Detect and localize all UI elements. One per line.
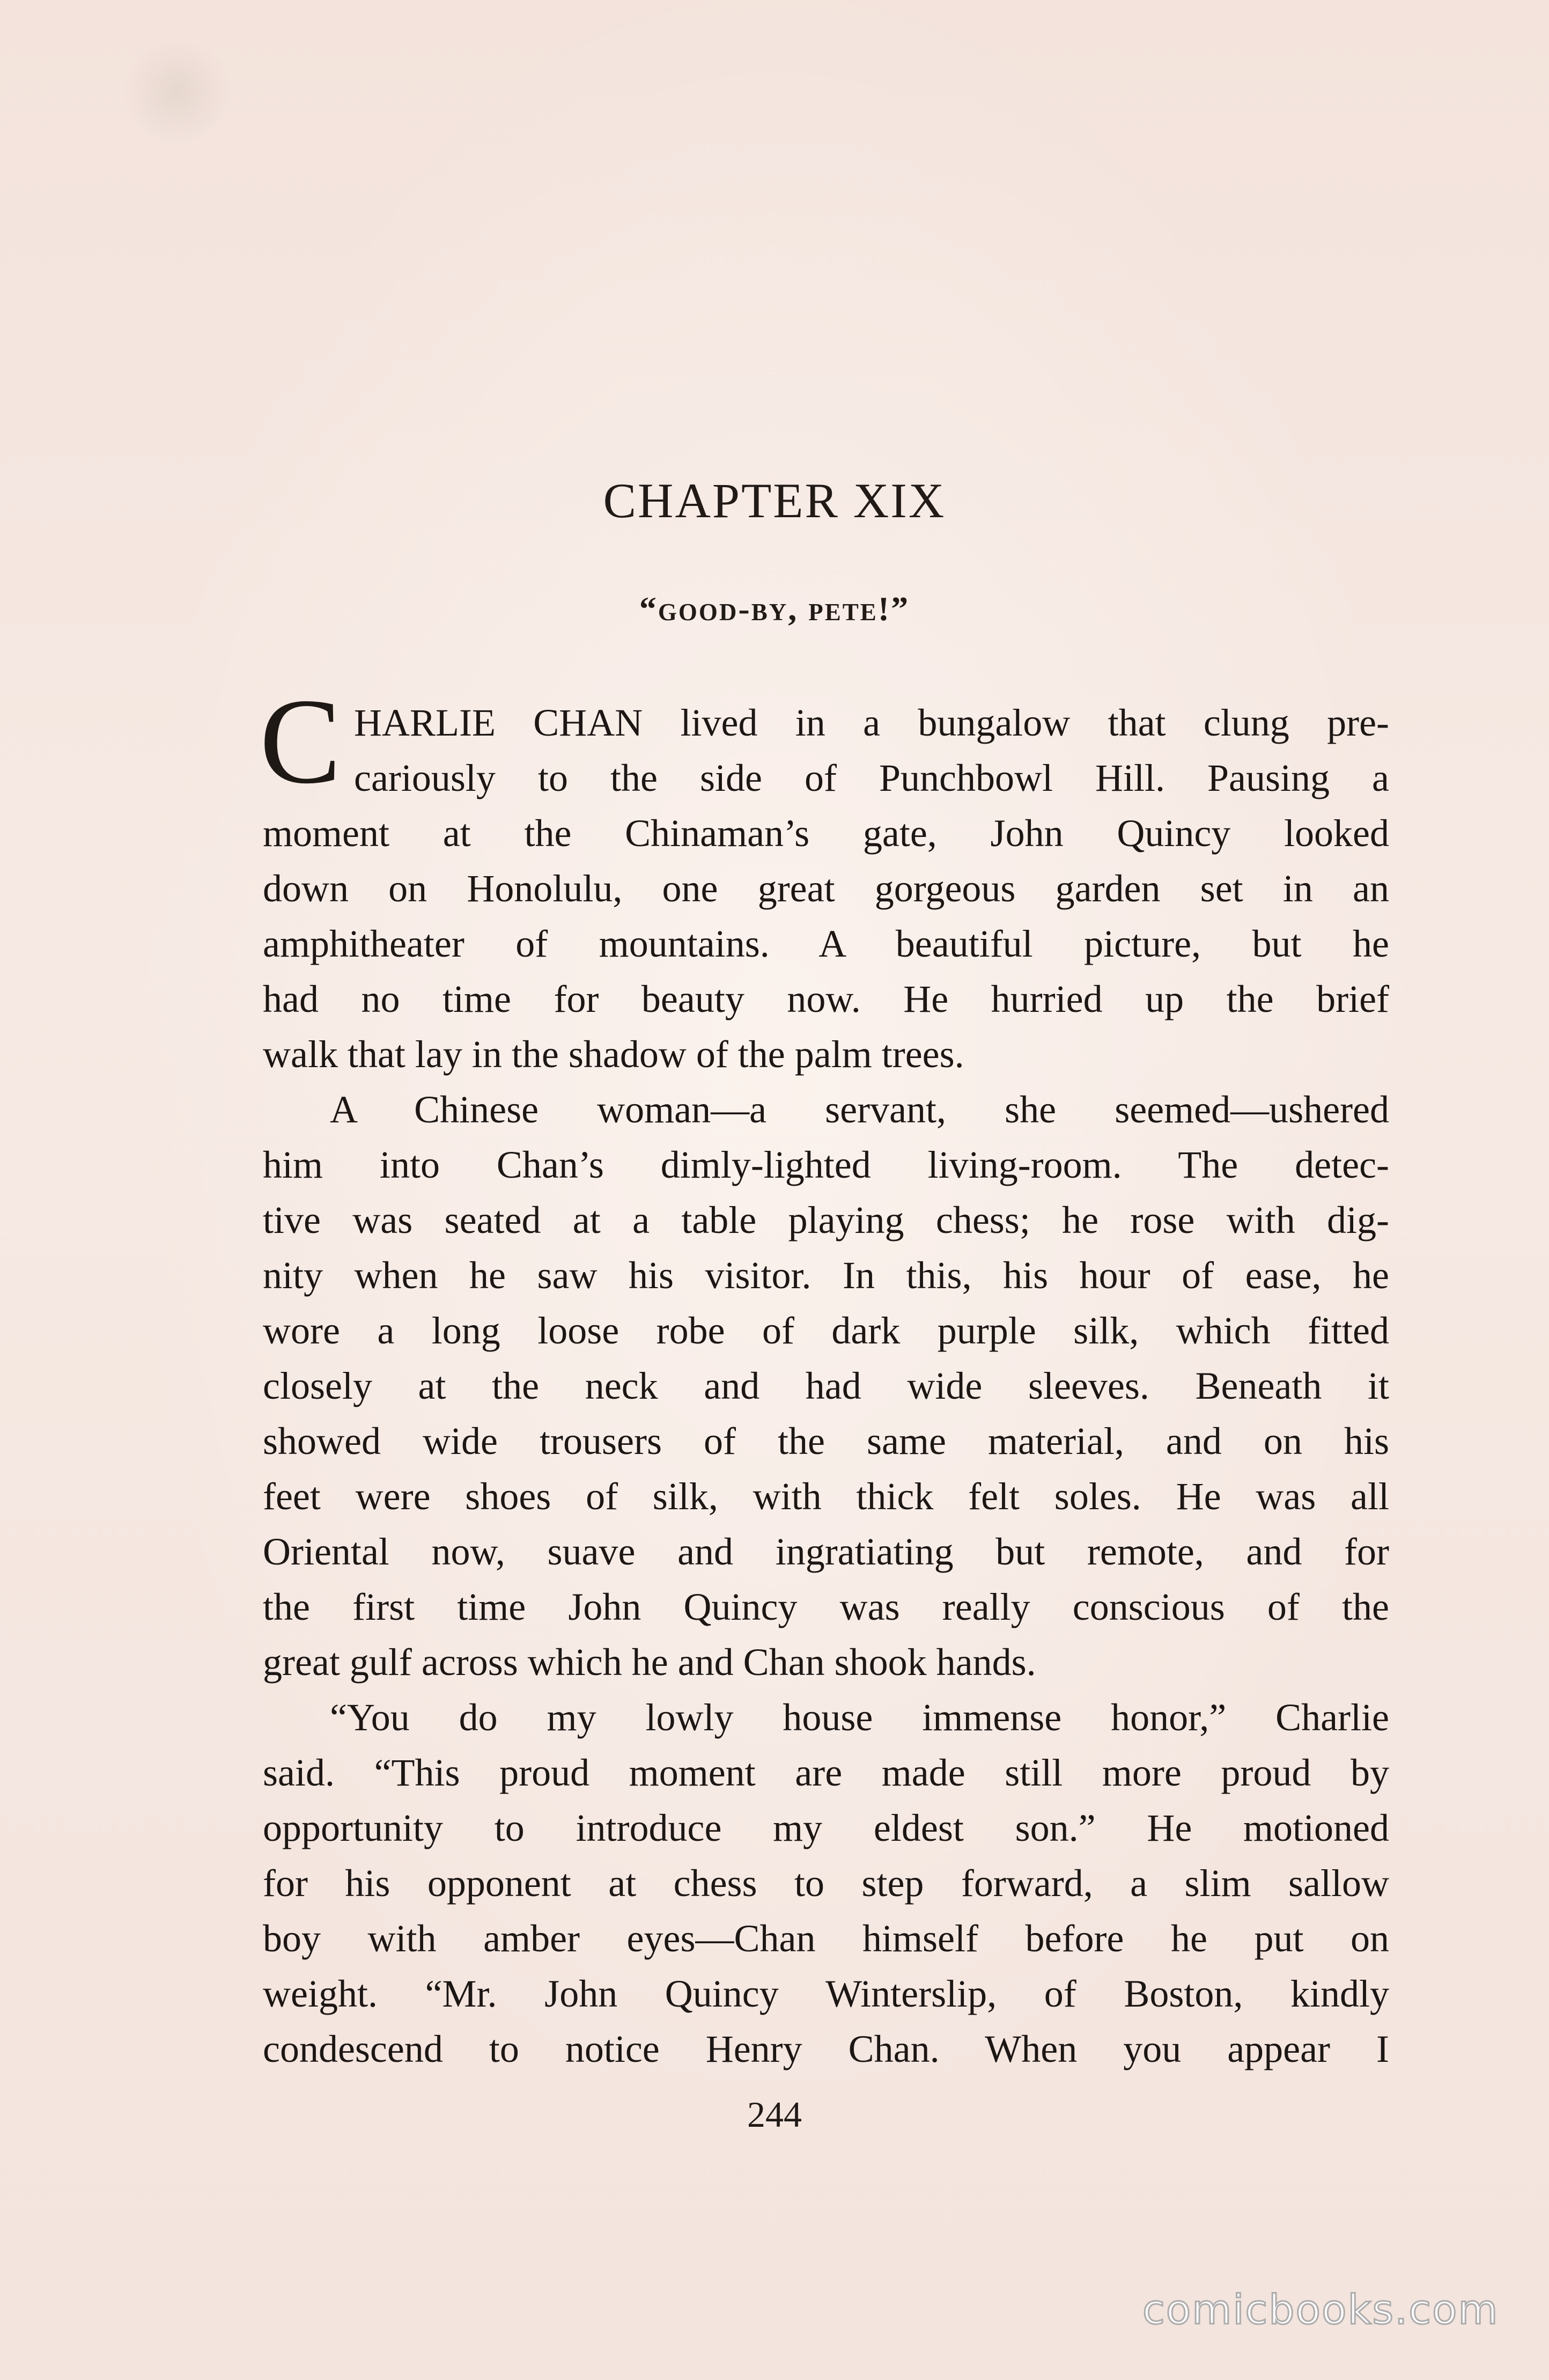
text-line: for his opponent at chess to step forward, a slim sallow — [263, 1862, 1389, 1905]
drop-cap-letter: C — [260, 674, 342, 809]
page-number: 244 — [747, 2094, 802, 2135]
text-line: Oriental now, suave and ingratiating but remote, and for — [263, 1530, 1389, 1573]
text-line: condescend to notice Henry Chan. When you appear I — [263, 2028, 1389, 2070]
site-watermark: comicbooks.com — [1142, 2286, 1499, 2333]
text-line: walk that lay in the shadow of the palm trees. — [263, 1033, 964, 1076]
text-line: opportunity to introduce my eldest son.” He motioned — [263, 1806, 1389, 1849]
text-line: moment at the Chinaman’s gate, John Quincy looked — [263, 812, 1389, 855]
text-line: amphitheater of mountains. A beautiful picture, but he — [263, 922, 1389, 965]
text-line: A Chinese woman—a servant, she seemed—ushered — [330, 1088, 1389, 1131]
text-line: weight. “Mr. John Quincy Winterslip, of Boston, kindly — [263, 1972, 1389, 2015]
paper-stain — [123, 38, 231, 145]
text-line: showed wide trousers of the same material, and on his — [263, 1420, 1389, 1463]
text-line: said. “This proud moment are made still more proud by — [263, 1751, 1389, 1794]
text-line: down on Honolulu, one great gorgeous garden set in an — [263, 867, 1389, 910]
chapter-title: CHAPTER XIX — [603, 473, 946, 528]
text-line: great gulf across which he and Chan shook hands. — [263, 1641, 1036, 1684]
text-line: nity when he saw his visitor. In this, his hour of ease, he — [263, 1254, 1389, 1297]
text-line: cariously to the side of Punchbowl Hill. Pausing a — [354, 756, 1389, 799]
text-line: feet were shoes of silk, with thick felt soles. He was all — [263, 1475, 1389, 1518]
chapter-subtitle: “good-by, pete!” — [639, 590, 910, 628]
text-line: tive was seated at a table playing chess; he rose with dig- — [263, 1199, 1389, 1242]
text-line: HARLIE CHAN lived in a bungalow that clung pre- — [354, 701, 1389, 744]
text-line: closely at the neck and had wide sleeves. Beneath it — [263, 1364, 1389, 1407]
text-line: him into Chan’s dimly-lighted living-room. The detec- — [263, 1143, 1389, 1186]
text-line: wore a long loose robe of dark purple silk, which fitted — [263, 1309, 1389, 1352]
chapter-body-text — [260, 674, 1389, 2077]
text-line: “You do my lowly house immense honor,” Charlie — [330, 1696, 1389, 1739]
text-line: boy with amber eyes—Chan himself before he put on — [263, 1917, 1389, 1960]
text-line: had no time for beauty now. He hurried up the brief — [263, 978, 1389, 1020]
text-line: the first time John Quincy was really conscious of the — [263, 1585, 1389, 1628]
